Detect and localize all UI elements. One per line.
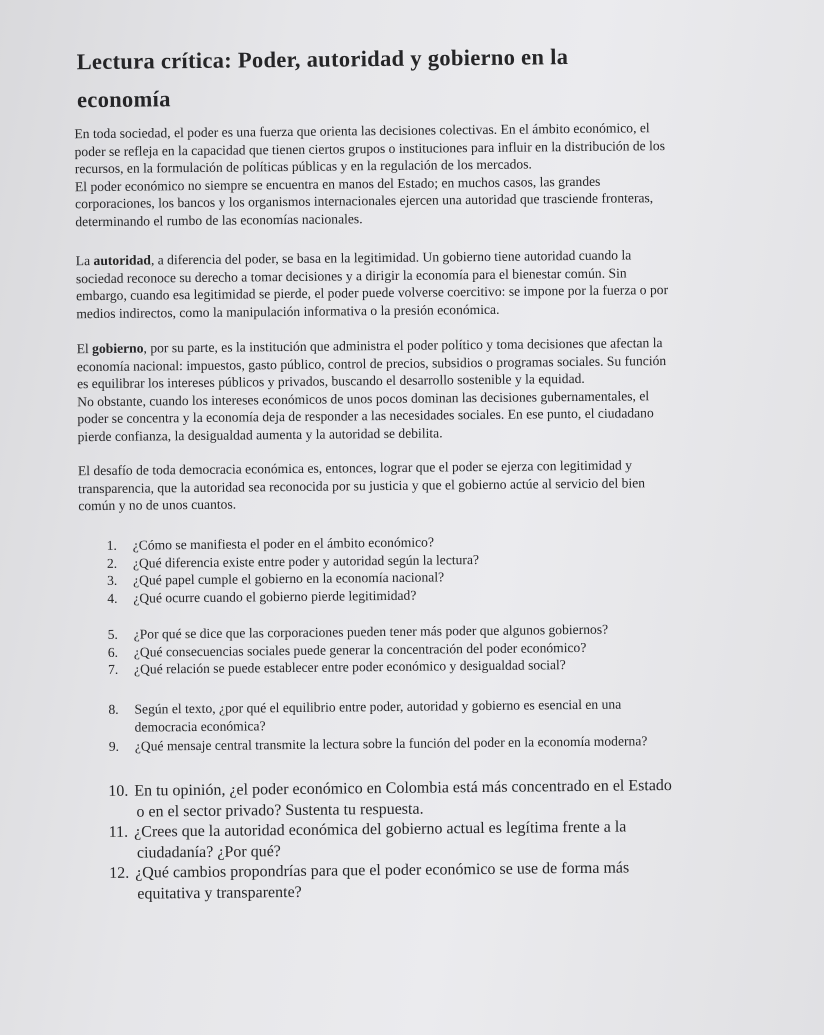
question-number: 10. [108,782,129,800]
paragraph [76,246,669,323]
paragraph-line: El gobierno, por su parte, es la institución que administra el poder político y toma decisiones que afectan la [76,335,663,357]
paragraph-line: No obstante, cuando los intereses económicos de unos pocos dominan las decisiones gubernamentales, el [77,388,650,409]
paragraph-line: es equilibrar los intereses públicos y privados, buscando el desarrollo sostenible y la equidad. [76,371,585,392]
paragraph-line: economía nacional: impuestos, gasto público, control de precios, subsidios o programas sociales. Su función [76,352,667,374]
paragraph-line: poder se concentra y la economía deja de responder a las necesidades sociales. En ese punto, el ciudadano [77,405,654,427]
question-number: 9. [108,738,120,754]
title-line: Lectura crítica: Poder, autoridad y gobierno en la [76,44,569,75]
question-line [109,878,629,904]
question-text: ¿Qué ocurre cuando el gobierno pierde legitimidad? [133,587,417,606]
question-item [107,587,416,608]
paragraph-line: corporaciones, los bancos y los organismos internacionales ejercen una autoridad que trasciende fronteras, [75,190,654,212]
question-item [109,732,648,755]
question-number: 2. [106,555,118,571]
question-text: ¿Cómo se manifiesta el poder en el ámbito económico? [132,534,435,553]
paragraph [74,119,665,231]
question-text: ¿Qué consecuencias sociales puede generar la concentración del poder económico? [133,639,587,660]
question-text: ¿Qué papel cumple el gobierno en la economía nacional? [133,569,445,588]
question-item [109,816,627,863]
paragraph-line: sociedad reconoce su derecho a tomar decisiones y a dirigir la economía para el bienestar común. Sin [75,265,627,286]
question-text: ¿Por qué se dice que las corporaciones pueden tener más poder que algunos gobiernos? [133,621,609,642]
question-text: equitativa y transparente? [137,883,302,903]
question-text: ¿Crees que la autoridad económica del gobierno actual es legítima frente a la [134,818,627,841]
question-number: 7. [107,661,119,677]
question-number: 5. [107,626,118,642]
question-line [109,732,648,755]
question-text: ¿Qué mensaje central transmite la lectura sobre la función del poder en la economía moderna? [134,733,648,754]
paragraph-line: medios indirectos, como la manipulación informativa o la presión económica. [76,301,500,321]
question-number: 11. [108,823,129,841]
paragraph-line: En toda sociedad, el poder es una fuerza que orienta las decisiones colectivas. En el ámbito económico, el [74,120,650,142]
paragraph-line: La autoridad, a diferencia del poder, se basa en la legitimidad. Un gobierno tiene autoridad cuando la [75,247,632,269]
paragraph-line: embargo, cuando esa legitimidad se pierde, el poder puede volverse coercitivo: se impone por la fuerza o por [76,282,669,304]
paragraph-line: común y no de unos cuantos. [78,496,237,514]
question-item [108,656,566,678]
emphasis-term: autoridad [93,252,151,269]
question-number: 1. [106,537,117,553]
question-line [107,587,416,608]
paragraph [77,334,667,446]
question-text: o en el sector privado? Sustenta tu respuesta. [136,800,424,821]
emphasis-term: gobierno [92,340,144,357]
question-item [108,775,672,823]
paragraph-line: poder se refleja en la capacidad que tienen ciertos grupos o instituciones para influir en la distribución de los [74,137,666,159]
question-number: 3. [107,572,118,588]
question-number: 12. [109,864,130,882]
paragraph-line: determinando el rumbo de las economías nacionales. [75,211,363,230]
question-item [109,857,629,904]
question-number: 8. [108,701,119,717]
question-number: 6. [107,644,119,660]
question-number: 4. [107,590,118,606]
question-text: ciudadanía? ¿Por qué? [136,843,281,862]
title-line: economía [76,86,171,113]
question-item [108,696,621,737]
paragraph-line: pierde confianza, la desigualdad aumenta y la autoridad se debilita. [77,425,443,445]
question-line [108,656,566,678]
question-text: ¿Qué diferencia existe entre poder y autoridad según la lectura? [132,552,480,571]
paragraph-line: recursos, en la formulación de políticas públicas y en la regulación de los mercados. [74,156,532,177]
question-text: En tu opinión, ¿el poder económico en Colombia está más concentrado en el Estado [134,777,672,800]
paragraph-line: El poder económico no siempre se encuentra en manos del Estado; en muchos casos, las grandes [74,173,601,195]
question-text: democracia económica? [134,717,266,735]
question-text: ¿Qué cambios propondrías para que el poder económico se use de forma más [135,859,630,882]
paragraph-line: El desafío de toda democracia económica es, entonces, lograr que el poder se ejerza con legitimidad y [77,457,633,479]
question-text: Según el texto, ¿por qué el equilibrio entre poder, autoridad y gobierno es esencial en una [134,696,622,717]
document-title [76,38,568,119]
paragraph-line: transparencia, que la autoridad sea reconocida por su justicia y que el gobierno actúe al servicio del bien [78,474,646,496]
paragraph [78,456,645,515]
question-text: ¿Qué relación se puede establecer entre poder económico y desigualdad social? [133,657,566,677]
